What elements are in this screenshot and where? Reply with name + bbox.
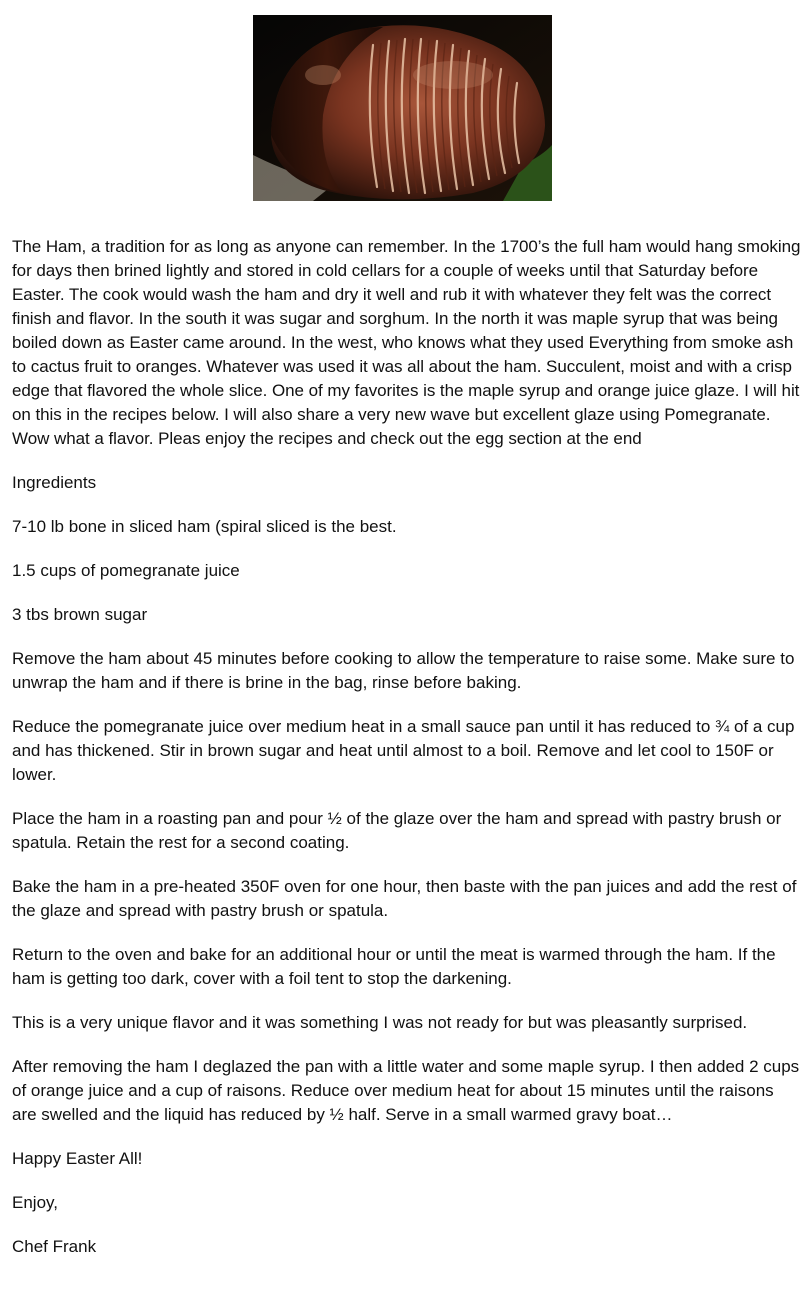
intro-paragraph: The Ham, a tradition for as long as anyone can remember. In the 1700’s the full ham would hang smoking for days then brined lightly and stored in cold cellars for a couple of weeks until that Saturday before Easter. The cook would wash the ham and dry it well and rub it with whatever they felt was the correct finish and flavor. In the south it was sugar and sorghum. In the north it was maple syrup that was being boiled down as Easter came around. In the west, who knows what they used Everything from smoke ash to cactus fruit to oranges. Whatever was used it was all about the ham. Succulent, moist and with a crisp edge that flavored the whole slice. One of my favorites is the maple syrup and orange juice glaze. I will hit on this in the recipes below. I will also share a very new wave but excellent glaze using Pomegranate. Wow what a flavor. Pleas enjoy the recipes and check out the egg section at the end — [12, 237, 801, 448]
ingredient-item: 3 tbs brown sugar — [12, 605, 148, 624]
ingredient-item: 7-10 lb bone in sliced ham (spiral sliced is the best. — [12, 517, 397, 536]
recipe-step: Place the ham in a roasting pan and pour ½ of the glaze over the ham and spread with pastry brush or spatula. Retain the rest for a second coating. — [12, 809, 782, 852]
recipe-step: Reduce the pomegranate juice over medium heat in a small sauce pan until it has reduced to ¾ of a cup and has thickened. Stir in brown sugar and heat until almost to a boil. Remove and let cool to 150F or lower. — [12, 717, 795, 784]
ingredient-item: 1.5 cups of pomegranate juice — [12, 561, 240, 580]
ingredients-heading: Ingredients — [12, 473, 97, 492]
closing-line: Happy Easter All! — [12, 1149, 143, 1168]
recipe-step: After removing the ham I deglazed the pan with a little water and some maple syrup. I then added 2 cups of orange juice and a cup of raisons. Reduce over medium heat for about 15 minutes until the raisons are swelled and the liquid has reduced by ½ half. Serve in a small warmed gravy boat… — [12, 1057, 800, 1124]
recipe-step: Remove the ham about 45 minutes before cooking to allow the temperature to raise some. Make sure to unwrap the ham and if there is brine in the bag, rinse before baking. — [12, 649, 795, 692]
author-name: Chef Frank — [12, 1237, 97, 1256]
recipe-step: This is a very unique flavor and it was something I was not ready for but was pleasantly surprised. — [12, 1013, 748, 1032]
ham-photo — [253, 15, 552, 201]
recipe-article — [12, 235, 802, 1279]
signoff-line: Enjoy, — [12, 1193, 58, 1212]
recipe-step: Return to the oven and bake for an additional hour or until the meat is warmed through the ham. If the ham is getting too dark, cover with a foil tent to stop the darkening. — [12, 945, 776, 988]
recipe-step: Bake the ham in a pre-heated 350F oven for one hour, then baste with the pan juices and add the rest of the glaze and spread with pastry brush or spatula. — [12, 877, 797, 920]
